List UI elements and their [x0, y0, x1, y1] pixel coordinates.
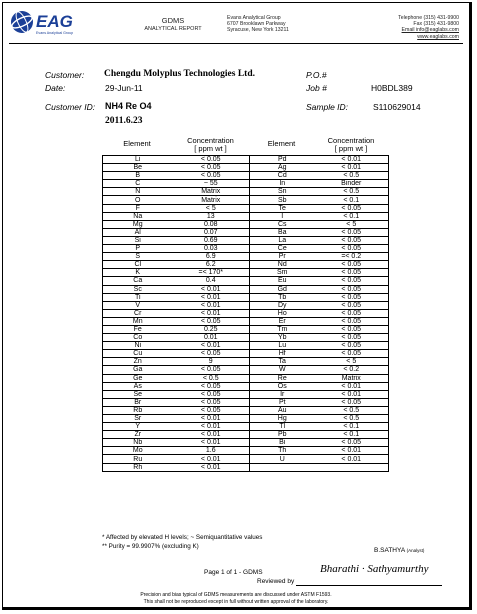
header-divider: [9, 43, 463, 44]
concentration-cell: 9: [173, 358, 250, 366]
customer-id-label: Customer ID:: [45, 102, 96, 112]
element-cell: N: [103, 188, 173, 196]
concentration-cell: < 0.01: [173, 301, 250, 309]
element-cell: Rb: [103, 406, 173, 414]
concentration-cell: < 0.05: [315, 285, 389, 293]
concentration-cell: < 0.01: [173, 342, 250, 350]
concentration-cell: < 0.01: [173, 439, 250, 447]
table-row: [103, 366, 389, 374]
element-cell: Nd: [250, 261, 315, 269]
lab-address: [227, 15, 289, 34]
element-cell: Cr: [103, 309, 173, 317]
concentration-cell: < 0.01: [315, 390, 389, 398]
concentration-cell: ~ 55: [173, 180, 250, 188]
concentration-cell: < 0.5: [315, 172, 389, 180]
element-cell: Ti: [103, 293, 173, 301]
element-cell: Pd: [250, 156, 315, 164]
table-row: [103, 212, 389, 220]
element-cell: Tb: [250, 293, 315, 301]
element-cell: Re: [250, 374, 315, 382]
footer-line: This shall not be reproduced except in full without written approval of the laboratory.: [143, 598, 329, 605]
concentration-cell: < 0.05: [315, 350, 389, 358]
concentration-cell: < 0.05: [315, 334, 389, 342]
element-cell: Ir: [250, 390, 315, 398]
job-label: Job #: [306, 83, 327, 93]
element-cell: Fe: [103, 325, 173, 333]
table-row: [103, 398, 389, 406]
element-cell: Sc: [103, 285, 173, 293]
concentration-cell: < 0.05: [173, 398, 250, 406]
date-label: Date:: [45, 83, 66, 93]
concentration-cell: [315, 463, 389, 471]
job-value: H0BDL389: [371, 83, 413, 93]
concentration-cell: Binder: [315, 180, 389, 188]
table-row: [103, 196, 389, 204]
customer-value: Chengdu Molyplus Technologies Ltd.: [104, 69, 255, 79]
signature-line: [296, 585, 442, 586]
table-row: [103, 220, 389, 228]
element-cell: Sb: [250, 196, 315, 204]
concentration-cell: < 0.01: [315, 455, 389, 463]
concentration-cell: < 0.5: [315, 415, 389, 423]
element-cell: Te: [250, 204, 315, 212]
address-line: Evans Analytical Group: [227, 15, 281, 21]
element-cell: Nb: [103, 439, 173, 447]
element-cell: Pr: [250, 253, 315, 261]
table-row: [103, 382, 389, 390]
po-label: P.O.#: [306, 70, 327, 80]
concentration-cell: < 0.05: [315, 236, 389, 244]
concentration-cell: < 0.05: [315, 261, 389, 269]
table-row: [103, 188, 389, 196]
concentration-cell: Matrix: [173, 188, 250, 196]
element-cell: Na: [103, 212, 173, 220]
element-cell: W: [250, 366, 315, 374]
element-cell: Eu: [250, 277, 315, 285]
concentration-cell: < 0.01: [173, 431, 250, 439]
concentration-cell: 0.08: [173, 220, 250, 228]
contact-phone: Telephone (315) 431-9900: [398, 15, 459, 21]
concentration-cell: 0.03: [173, 245, 250, 253]
concentration-cell: < 0.1: [315, 212, 389, 220]
concentration-cell: < 0.5: [173, 374, 250, 382]
element-cell: Se: [103, 390, 173, 398]
concentration-cell: < 0.01: [173, 463, 250, 471]
element-cell: Ag: [250, 164, 315, 172]
concentration-cell: < 0.01: [173, 293, 250, 301]
element-cell: Ba: [250, 228, 315, 236]
table-row: [103, 374, 389, 382]
table-row: [103, 285, 389, 293]
concentration-cell: < 0.1: [315, 431, 389, 439]
table-row: [103, 439, 389, 447]
element-cell: Hg: [250, 415, 315, 423]
element-cell: In: [250, 180, 315, 188]
sample-id-label: Sample ID:: [306, 102, 349, 112]
table-row: [103, 236, 389, 244]
concentration-cell: Matrix: [173, 196, 250, 204]
concentration-cell: < 0.01: [173, 309, 250, 317]
col-header-conc-2: Concentration [ ppm wt ]: [327, 136, 375, 153]
lot-date: 2011.6.23: [105, 116, 143, 126]
element-cell: Hf: [250, 350, 315, 358]
concentration-cell: 13: [173, 212, 250, 220]
element-cell: Be: [103, 164, 173, 172]
element-cell: Al: [103, 228, 173, 236]
element-cell: O: [103, 196, 173, 204]
element-cell: Li: [103, 156, 173, 164]
concentration-cell: < 0.1: [315, 196, 389, 204]
element-cell: Au: [250, 406, 315, 414]
element-cell: Cl: [103, 261, 173, 269]
page-indicator: Page 1 of 1 - GDMS: [204, 569, 263, 576]
address-line: Syracuse, New York 13211: [227, 27, 289, 34]
concentration-cell: < 0.05: [315, 309, 389, 317]
concentration-cell: < 0.05: [315, 293, 389, 301]
table-row: [103, 317, 389, 325]
concentration-cell: 0.69: [173, 236, 250, 244]
table-row: [103, 431, 389, 439]
table-row: [103, 358, 389, 366]
concentration-cell: < 0.05: [173, 172, 250, 180]
concentration-cell: < 0.05: [173, 366, 250, 374]
element-cell: Co: [103, 334, 173, 342]
table-row: [103, 447, 389, 455]
table-row: [103, 277, 389, 285]
table-row: [103, 423, 389, 431]
concentration-cell: < 0.05: [173, 156, 250, 164]
concentration-cell: < 0.01: [315, 382, 389, 390]
concentration-cell: =< 0.2: [315, 253, 389, 261]
concentration-cell: < 0.05: [315, 204, 389, 212]
element-cell: Os: [250, 382, 315, 390]
table-row: [103, 261, 389, 269]
element-cell: Sr: [103, 415, 173, 423]
concentration-cell: < 0.01: [315, 156, 389, 164]
concentration-cell: < 0.01: [173, 285, 250, 293]
table-row: [103, 342, 389, 350]
concentration-cell: < 0.2: [315, 366, 389, 374]
concentration-cell: < 5: [315, 220, 389, 228]
element-cell: Rh: [103, 463, 173, 471]
element-cell: Ge: [103, 374, 173, 382]
contact-website[interactable]: www.eaglabs.com: [417, 33, 459, 40]
concentration-cell: 0.01: [173, 334, 250, 342]
concentration-cell: 1.6: [173, 447, 250, 455]
concentration-cell: < 0.05: [173, 406, 250, 414]
col-header-element-1: Element: [123, 139, 151, 148]
concentration-cell: < 0.05: [315, 398, 389, 406]
table-row: [103, 293, 389, 301]
report-title: GDMS: [161, 16, 185, 25]
concentration-cell: < 5: [315, 358, 389, 366]
element-cell: K: [103, 269, 173, 277]
concentration-cell: < 0.05: [173, 164, 250, 172]
element-cell: Tm: [250, 325, 315, 333]
analyst-name: B.SATHYA (Analyst): [374, 547, 425, 554]
element-cell: S: [103, 253, 173, 261]
element-cell: Y: [103, 423, 173, 431]
table-row: [103, 228, 389, 236]
table-row: [103, 301, 389, 309]
concentration-cell: < 0.05: [173, 317, 250, 325]
element-cell: Sn: [250, 188, 315, 196]
element-cell: Ga: [103, 366, 173, 374]
eag-logo: [9, 9, 101, 37]
concentration-cell: < 0.05: [315, 245, 389, 253]
element-cell: C: [103, 180, 173, 188]
element-cell: As: [103, 382, 173, 390]
element-cell: Bi: [250, 439, 315, 447]
report-subtitle: ANALYTICAL REPORT: [144, 26, 202, 32]
element-cell: Gd: [250, 285, 315, 293]
element-cell: Ca: [103, 277, 173, 285]
table-row: [103, 390, 389, 398]
concentration-cell: 6.9: [173, 253, 250, 261]
element-cell: Ho: [250, 309, 315, 317]
element-cell: Pt: [250, 398, 315, 406]
table-row: [103, 406, 389, 414]
table-row: [103, 204, 389, 212]
concentration-cell: < 0.01: [173, 455, 250, 463]
table-row: [103, 350, 389, 358]
element-cell: [250, 463, 315, 471]
footnote-purity: ** Purity = 99.9907% (excluding K): [102, 543, 199, 550]
concentration-cell: < 0.5: [315, 406, 389, 414]
logo-subtitle: Evans Analytical Group: [36, 31, 74, 35]
concentration-cell: < 0.01: [315, 447, 389, 455]
table-row: [103, 455, 389, 463]
table-row: [103, 156, 389, 164]
concentration-cell: < 0.1: [315, 423, 389, 431]
element-cell: Br: [103, 398, 173, 406]
element-cell: Sm: [250, 269, 315, 277]
element-cell: B: [103, 172, 173, 180]
table-row: [103, 269, 389, 277]
report-footer: [3, 592, 469, 605]
element-cell: Cu: [103, 350, 173, 358]
element-cell: P: [103, 245, 173, 253]
concentration-cell: =< 170*: [173, 269, 250, 277]
logo-wordmark: EAG: [36, 12, 73, 31]
element-cell: Ru: [103, 455, 173, 463]
table-row: [103, 180, 389, 188]
footnote-semiquant: * Affected by elevated H levels; ~ Semiquantitative values: [102, 534, 263, 541]
concentration-cell: < 0.05: [173, 382, 250, 390]
element-cell: Zn: [103, 358, 173, 366]
contact-fax: Fax (315) 431-9800: [413, 21, 459, 28]
element-cell: Si: [103, 236, 173, 244]
element-cell: Th: [250, 447, 315, 455]
concentration-cell: < 0.05: [315, 269, 389, 277]
element-cell: Yb: [250, 334, 315, 342]
element-cell: U: [250, 455, 315, 463]
element-cell: Lu: [250, 342, 315, 350]
col-header-conc-1: Concentration [ ppm wt ]: [187, 136, 234, 153]
col-header-element-2: Element: [267, 139, 296, 148]
table-row: [103, 164, 389, 172]
element-cell: Ni: [103, 342, 173, 350]
address-line: 6707 Brooklawn Parkway: [227, 21, 286, 28]
concentration-cell: < 0.05: [173, 350, 250, 358]
element-cell: I: [250, 212, 315, 220]
footer-line: Precision and bias typical of GDMS measurements are discussed under ASTM F1593.: [140, 592, 332, 598]
concentration-cell: < 0.05: [173, 390, 250, 398]
concentration-cell: < 0.05: [315, 439, 389, 447]
concentration-cell: < 0.05: [315, 228, 389, 236]
element-cell: Tl: [250, 423, 315, 431]
reviewed-by-label: Reviewed by: [257, 578, 295, 585]
concentration-cell: < 0.01: [173, 415, 250, 423]
element-cell: V: [103, 301, 173, 309]
concentration-cell: < 0.05: [315, 277, 389, 285]
concentration-cell: 0.25: [173, 325, 250, 333]
date-value: 29-Jun-11: [105, 83, 143, 93]
concentration-cell: 0.07: [173, 228, 250, 236]
table-row: [103, 172, 389, 180]
element-cell: Dy: [250, 301, 315, 309]
element-cell: Pb: [250, 431, 315, 439]
customer-label: Customer:: [45, 70, 85, 80]
table-row: [103, 334, 389, 342]
customer-id-value: NH4 Re O4: [105, 101, 152, 111]
element-cell: Mn: [103, 317, 173, 325]
reviewer-signature: Bharathi · Sathyamurthy: [320, 563, 429, 575]
element-cell: Cd: [250, 172, 315, 180]
concentration-cell: 6.2: [173, 261, 250, 269]
element-cell: F: [103, 204, 173, 212]
concentration-cell: < 0.5: [315, 188, 389, 196]
report-page: [2, 2, 472, 610]
table-row: [103, 253, 389, 261]
concentration-cell: < 5: [173, 204, 250, 212]
report-title-block: [128, 16, 218, 32]
concentration-cell: < 0.01: [315, 164, 389, 172]
element-cell: Mg: [103, 220, 173, 228]
element-cell: Er: [250, 317, 315, 325]
concentration-cell: Matrix: [315, 374, 389, 382]
concentration-cell: < 0.05: [315, 317, 389, 325]
element-cell: Ta: [250, 358, 315, 366]
element-cell: Ce: [250, 245, 315, 253]
table-row: [103, 415, 389, 423]
concentration-cell: 0.4: [173, 277, 250, 285]
table-row: [103, 245, 389, 253]
element-cell: Cs: [250, 220, 315, 228]
concentration-cell: < 0.05: [315, 342, 389, 350]
concentration-cell: < 0.05: [315, 301, 389, 309]
table-row: [103, 463, 389, 471]
table-row: [103, 325, 389, 333]
element-cell: La: [250, 236, 315, 244]
table-row: [103, 309, 389, 317]
concentration-cell: < 0.01: [173, 423, 250, 431]
contact-email[interactable]: Email info@eaglabs.com: [401, 27, 459, 34]
element-cell: Zr: [103, 431, 173, 439]
lab-contact: [398, 15, 459, 40]
concentration-cell: < 0.05: [315, 325, 389, 333]
results-table: [102, 155, 389, 472]
sample-id-value: S110629014: [373, 102, 421, 112]
element-cell: Mo: [103, 447, 173, 455]
